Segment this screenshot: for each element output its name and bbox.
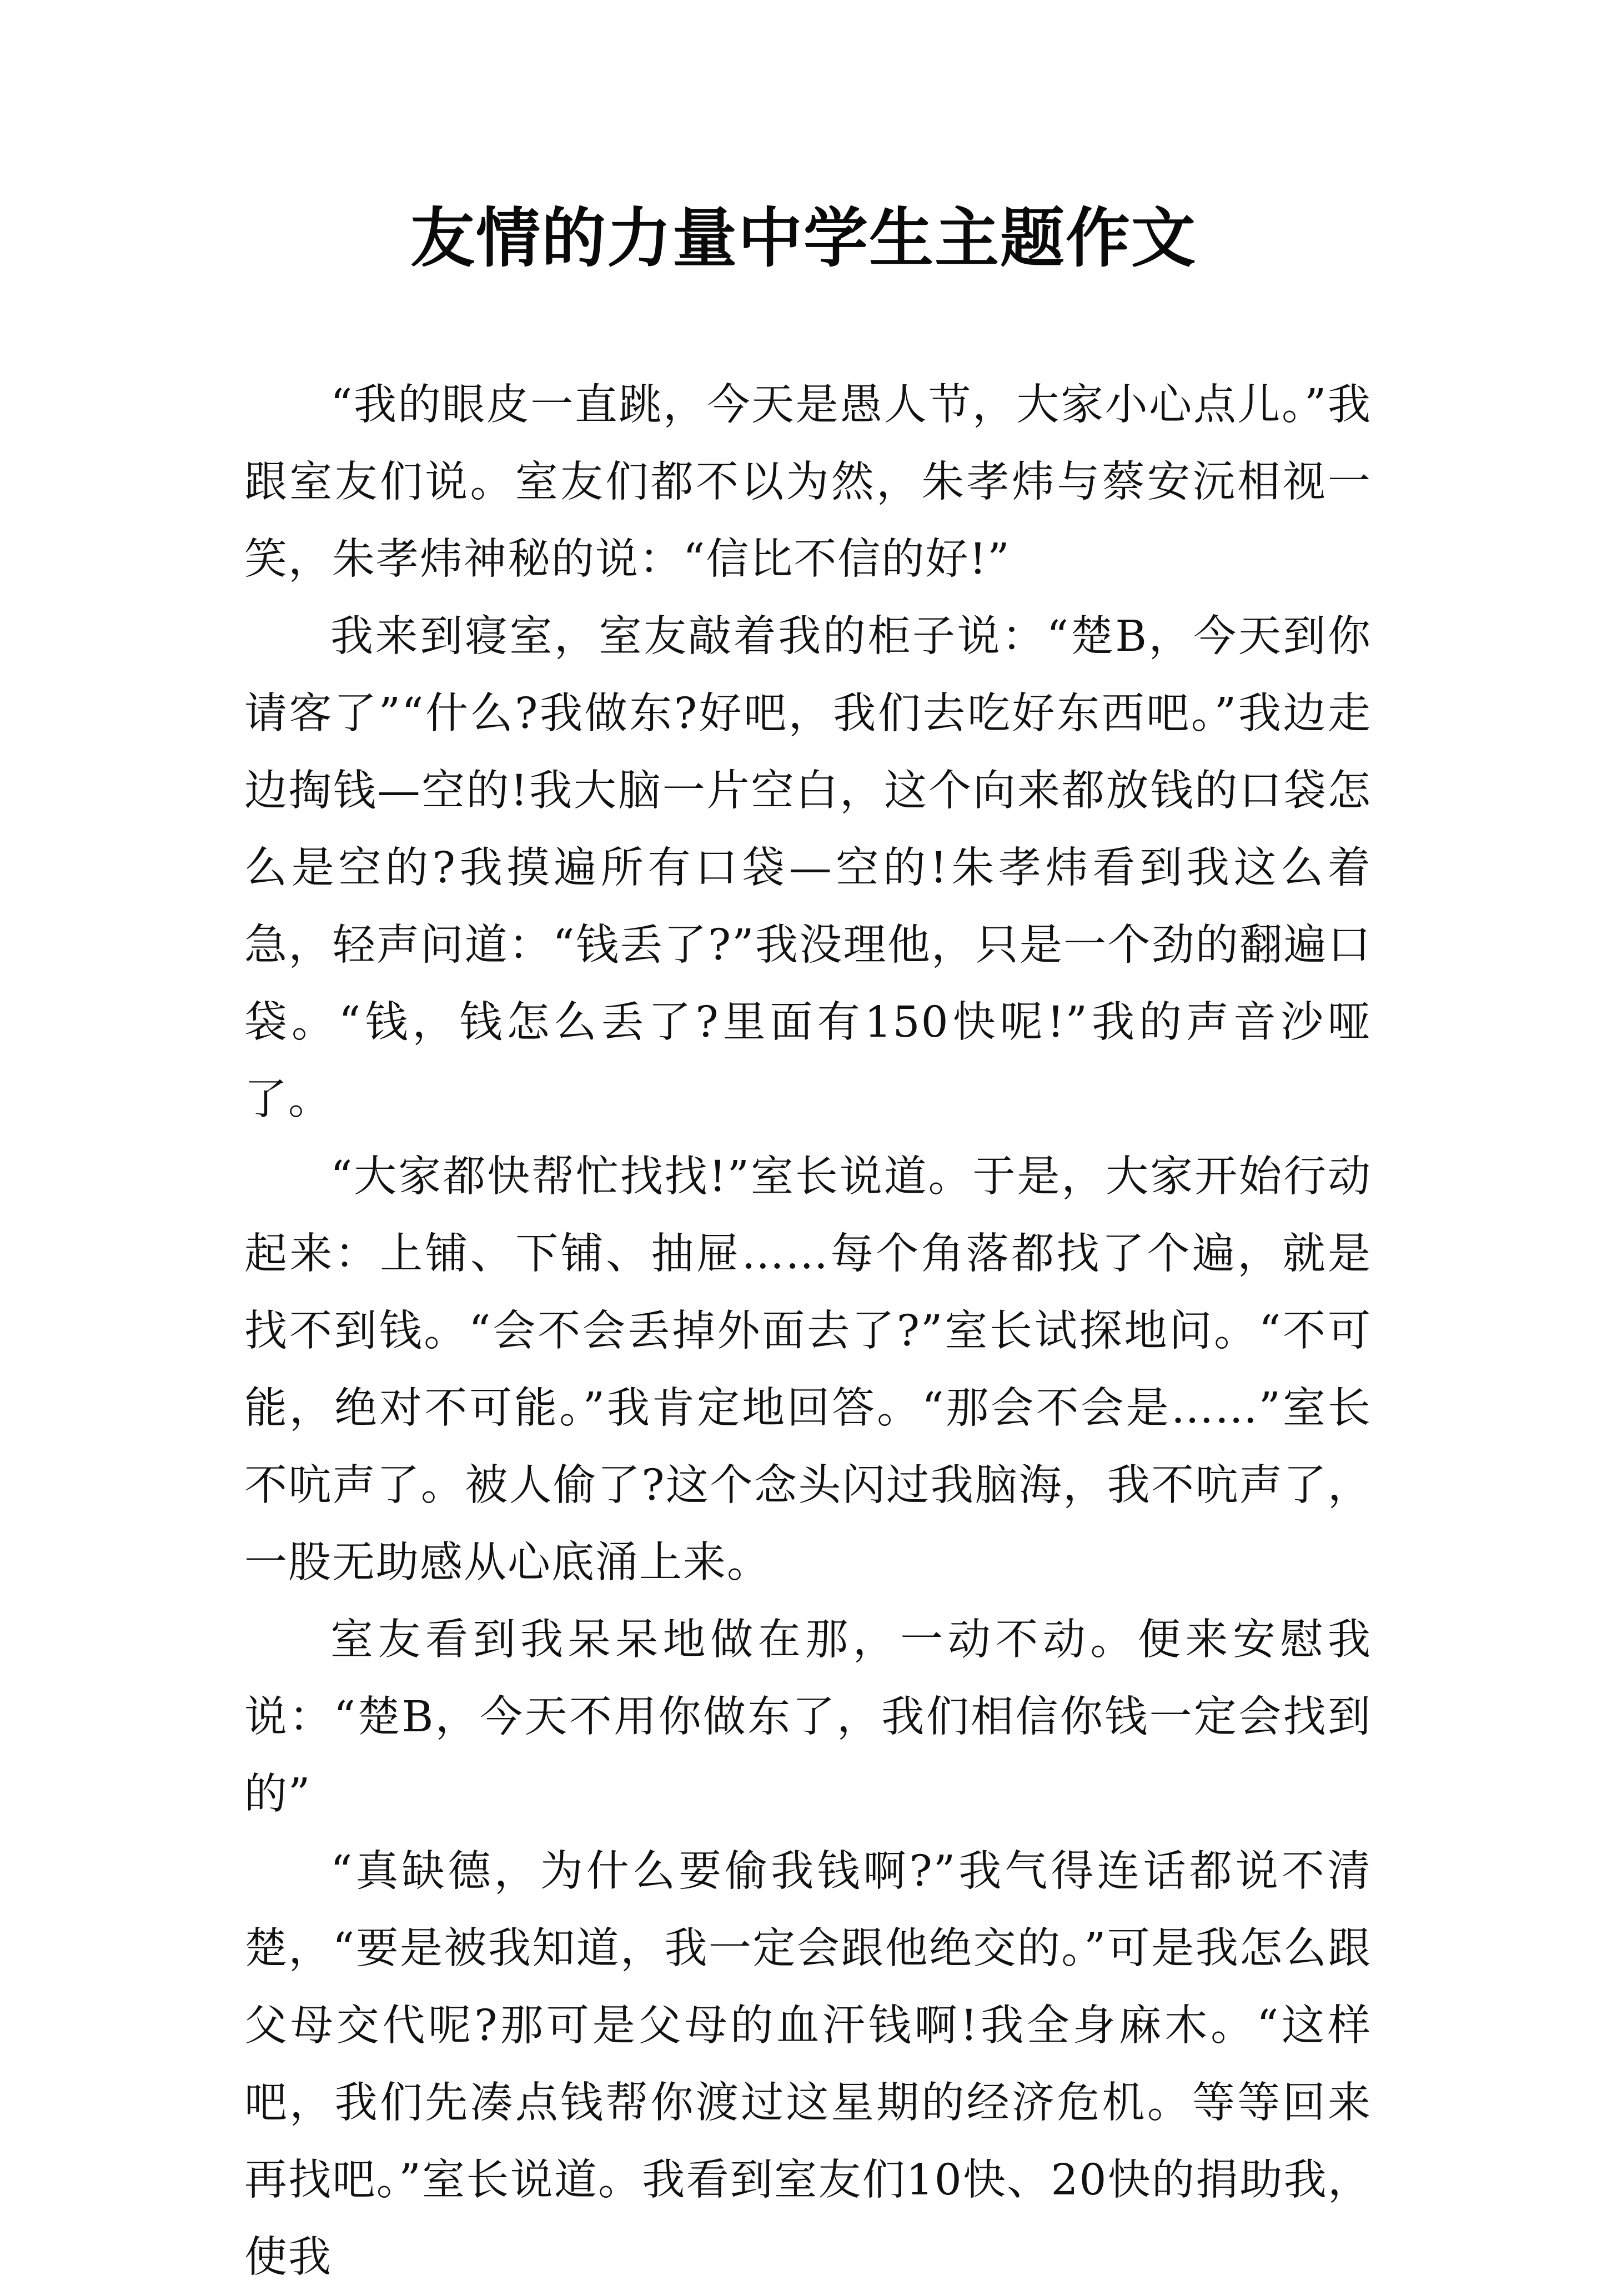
paragraph-1: “我的眼皮一直跳，今天是愚人节，大家小心点儿。”我跟室友们说。室友们都不以为然，朱孝炜与蔡安沅相视一笑，朱孝炜神秘的说：“信比不信的好!” (244, 380, 1372, 584)
paragraph-2: 我来到寝室，室友敲着我的柜子说：“楚B，今天到你请客了”“什么?我做东?好吧，我们去吃好东西吧。”我边走边掏钱—空的!我大脑一片空白，这个向来都放钱的口袋怎么是空的?我摸遍所有口袋—空的!朱孝炜看到我这么着急，轻声问道：“钱丢了?”我没理他，只是一个劲的翻遍口袋。“钱，钱怎么丢了?里面有150快呢!”我的声音沙哑了。 (244, 612, 1372, 1124)
document-title: 友情的力量中学生主题作文 (410, 201, 1197, 276)
essay-body (244, 366, 1372, 2296)
paragraph-4: 室友看到我呆呆地做在那，一动不动。便来安慰我说：“楚B，今天不用你做东了，我们相信你钱一定会找到的” (244, 1615, 1372, 1819)
paragraph-3: “大家都快帮忙找找!”室长说道。于是，大家开始行动起来：上铺、下铺、抽屉……每个角落都找了个遍，就是找不到钱。“会不会丢掉外面去了?”室长试探地问。“不可能，绝对不可能。”我肯定地回答。“那会不会是……”室长不吭声了。被人偷了?这个念头闪过我脑海，我不吭声了，一股无助感从心底涌上来。 (244, 1152, 1372, 1587)
paragraph-5: “真缺德，为什么要偷我钱啊?”我气得连话都说不清楚，“要是被我知道，我一定会跟他绝交的。”可是我怎么跟父母交代呢?那可是父母的血汗钱啊!我全身麻木。“这样吧，我们先凑点钱帮你渡过这星期的经济危机。等等回来再找吧。”室长说道。我看到室友们10快、20快的捐助我，使我 (244, 1847, 1372, 2282)
